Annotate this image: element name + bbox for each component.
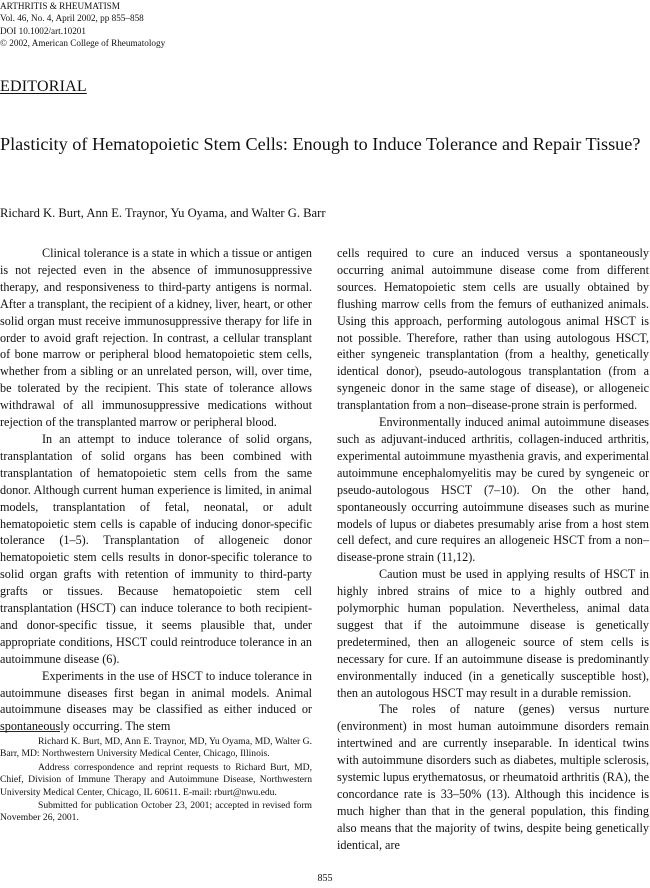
paragraph: Clinical tolerance is a state in which a tissue or antigen is not rejected even in the absence of immunosuppressive therapy, and responsiveness to third-party antigens is normal. After a transplant, the recipient of a kidney, liver, heart, or other solid organ must receive immunosuppressive therapy for life in order to avoid graft rejection. In contrast, a cellular transplant of bone marrow or peripheral blood hematopoietic stem cells, whether from a sibling or an unrelated person, will, over time, be tolerated by the recipient. This state of tolerance allows withdrawal of all immunosuppressive medications without rejection of the transplanted marrow or peripheral blood. [0,246,312,430]
left-column [0,245,312,735]
right-column [337,245,649,854]
footnote-affiliations: Richard K. Burt, MD, Ann E. Traynor, MD, Yu Oyama, MD, Walter G. Barr, MD: Northwestern University Medical Center, Chicago, Illinois. [0,736,312,760]
paragraph: cells required to cure an induced versus a spontaneously occurring animal autoimmune disease come from different sources. Hematopoietic stem cells are usually obtained by flushing marrow cells from the femurs of euthanized animals. Using this approach, performing autologous animal HSCT is not possible. Therefore, rather than using autologous HSCT, either syngeneic transplantation (from a healthy, genetically identical donor), pseudo-autologous transplantation (from a syngeneic donor in the same stage of disease), or allogeneic transplantation from a non–disease-prone strain is performed. [337,246,649,413]
footnote-correspondence: Address correspondence and reprint requests to Richard Burt, MD, Chief, Division of Immune Therapy and Autoimmune Disease, Northwestern University Medical Center, Chicago, IL 60611. E-mail: rburt@nwu.edu. [0,761,312,798]
footnote-divider [0,731,60,732]
journal-header [0,0,260,49]
doi: DOI 10.1002/art.10201 [0,25,86,36]
author-list: Richard K. Burt, Ann E. Traynor, Yu Oyama, and Walter G. Barr [0,206,326,220]
paragraph: In an attempt to induce tolerance of solid organs, transplantation of solid organs has been combined with transplantation of hematopoietic stem cells from the same donor. Although current human experience is limited, in animal models, transplantation of fetal, neonatal, or adult hematopoietic stem cells is capable of inducing donor-specific tolerance (1–5). Transplantation of allogeneic donor hematopoietic stem cells results in donor-specific tolerance to solid organ grafts with retention of immunity to third-party grafts or tissues. Because hematopoietic stem cell transplantation (HSCT) can induce tolerance to both recipient- and donor-specific tissue, it seems plausible that, under appropriate conditions, HSCT could reintroduce tolerance in an autoimmune disease (6). [0,431,312,666]
paragraph: Environmentally induced animal autoimmune diseases such as adjuvant-induced arthritis, collagen-induced arthritis, experimental autoimmune myasthenia gravis, and experimental autoimmune encephalomyelitis may be cured by syngeneic or pseudo-autologous HSCT (7–10). On the other hand, spontaneously occurring autoimmune diseases such as murine models of lupus or diabetes presumably arise from a host stem cell defect, and cure requires an allogeneic HSCT from a non–disease-prone strain (11,12). [337,415,649,565]
section-label: EDITORIAL [0,78,87,95]
paragraph: Caution must be used in applying results of HSCT in highly inbred strains of mice to a highly outbred and polymorphic human population. Nevertheless, animal data suggest that if the autoimmune disease is genetically predetermined, then an allogeneic source of stem cells is necessary for cure. If an autoimmune disease is predominantly environmentally induced (in a genetically susceptible host), then an autologous HSCT may result in a durable remission. [337,567,649,700]
volume-info: Vol. 46, No. 4, April 2002, pp 855–858 [0,13,144,24]
copyright: © 2002, American College of Rheumatology [0,37,166,48]
paragraph: Experiments in the use of HSCT to induce tolerance in autoimmune diseases first began in animal models. Animal autoimmune diseases may be classified as either induced or spontaneously occurring. The stem [0,668,312,734]
article-title: Plasticity of Hematopoietic Stem Cells: Enough to Induce Tolerance and Repair Tissue? [0,134,641,154]
paragraph: The roles of nature (genes) versus nurture (environment) in most human autoimmune disorders remain intertwined and are currently inseparable. In identical twins with autoimmune disorders such as diabetes, multiple sclerosis, systemic lupus erythematosus, or rheumatoid arthritis (RA), the concordance rate is 33–50% (13). Although this incidence is much higher than that in the general population, this finding also means that the majority of twins, despite being genetically identical, are [337,702,649,852]
footnote-submission: Submitted for publication October 23, 2001; accepted in revised form November 26, 2001. [0,800,312,824]
page-number: 855 [317,873,333,884]
journal-name: ARTHRITIS & RHEUMATISM [0,1,120,11]
footnotes [0,736,312,826]
